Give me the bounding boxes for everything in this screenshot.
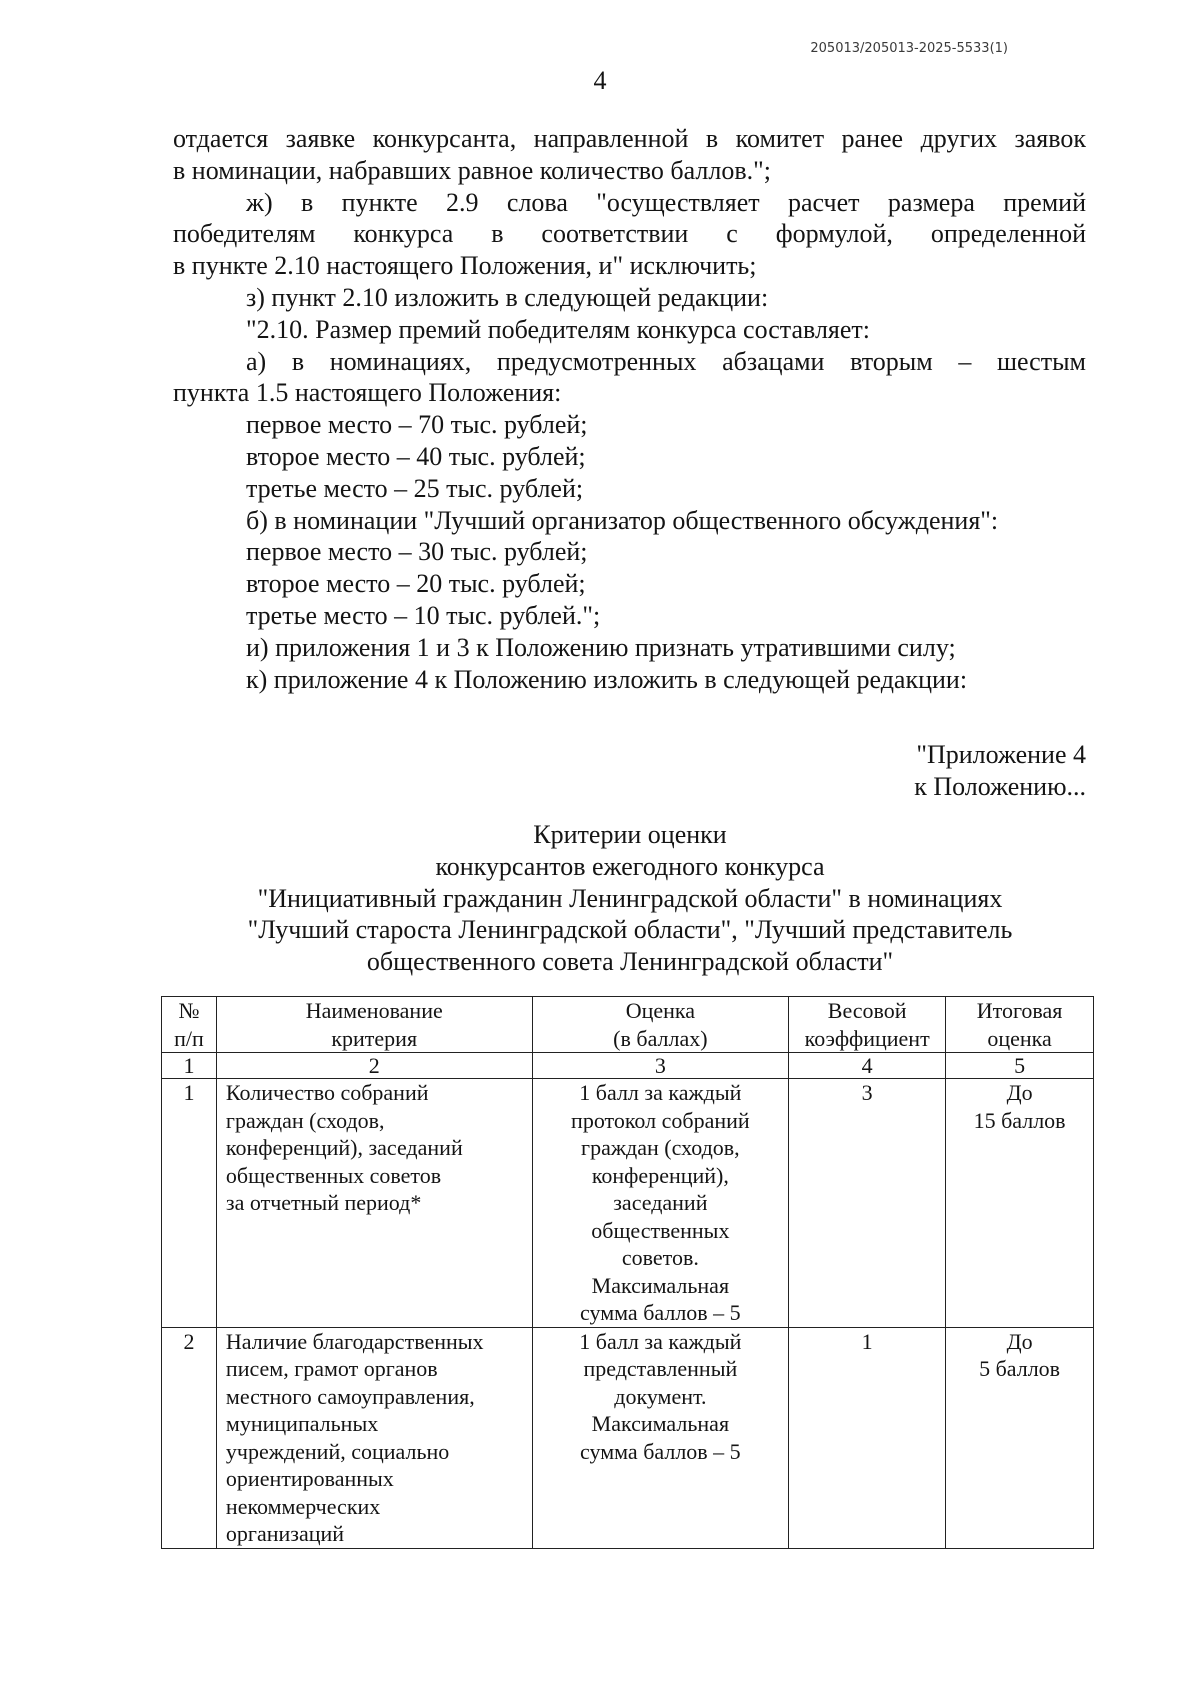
cell-line: документ. <box>614 1383 707 1409</box>
cell-line: организаций <box>225 1521 345 1546</box>
criterion-score <box>532 1079 789 1328</box>
text-line: пункта 1.5 настоящего Положения: <box>173 378 562 408</box>
header-text: № <box>178 998 200 1023</box>
column-number: 1 <box>162 1053 217 1079</box>
criterion-name <box>216 1327 532 1548</box>
text-line: и) приложения 1 и 3 к Положению признать утратившими силу; <box>246 632 956 662</box>
cell-line: заседаний <box>613 1190 708 1215</box>
cell-line: за отчетный период* <box>225 1190 422 1215</box>
cell-line: советов. <box>621 1245 699 1270</box>
cell-line: протокол собраний <box>571 1107 750 1133</box>
criterion-weight: 1 <box>789 1327 946 1548</box>
cell-line: граждан (сходов, <box>225 1107 385 1133</box>
header-text: Итоговая <box>976 998 1063 1023</box>
header-cell-criterion <box>216 997 532 1053</box>
cell-line: сумма баллов – 5 <box>580 1300 741 1325</box>
cell-line: некоммерческих <box>225 1493 381 1519</box>
title-line: конкурсантов ежегодного конкурса <box>435 851 825 881</box>
header-text: Наименование <box>305 998 443 1023</box>
cell-line: До <box>1006 1328 1033 1354</box>
header-text: Весовой <box>827 998 907 1023</box>
text-line: второе место – 40 тыс. рублей; <box>246 441 586 471</box>
title-line: "Лучший староста Ленинградской области", "Лучший представитель <box>247 915 1013 945</box>
header-text: п/п <box>174 1025 204 1051</box>
text-line: третье место – 10 тыс. рублей."; <box>246 600 601 630</box>
cell-line: Количество собраний <box>225 1080 429 1105</box>
text-line: з) пункт 2.10 изложить в следующей редакции: <box>246 282 769 312</box>
cell-line: 1 балл за каждый <box>579 1080 742 1105</box>
text-line: "2.10. Размер премий победителям конкурса составляет: <box>246 314 870 344</box>
cell-line: Наличие благодарственных <box>225 1328 484 1354</box>
text-line: ж) в пункте 2.9 слова "осуществляет расчет размера премий <box>246 187 1086 217</box>
text-line: второе место – 20 тыс. рублей; <box>246 569 586 599</box>
header-cell-weight <box>789 997 946 1053</box>
text-line: б) в номинации "Лучший организатор общественного обсуждения": <box>246 505 999 535</box>
appendix-label <box>914 739 1086 803</box>
text-line: первое место – 30 тыс. рублей; <box>246 537 588 567</box>
header-text: оценка <box>987 1025 1052 1051</box>
page-number: 4 <box>593 66 607 95</box>
column-number: 2 <box>216 1053 532 1079</box>
cell-line: местного самоуправления, <box>225 1383 475 1409</box>
title-line: "Инициативный гражданин Ленинградской области" в номинациях <box>257 883 1003 913</box>
header-text: (в баллах) <box>613 1025 708 1051</box>
cell-line: Максимальная <box>591 1272 730 1298</box>
cell-line: граждан (сходов, <box>581 1135 740 1160</box>
text-line: победителям конкурса в соответствии с формулой, определенной <box>173 219 1086 249</box>
text-line: третье место – 25 тыс. рублей; <box>246 473 584 503</box>
cell-line: сумма баллов – 5 <box>580 1438 741 1464</box>
cell-line: общественных <box>591 1217 730 1243</box>
column-number: 3 <box>532 1053 789 1079</box>
document-id: 205013/205013-2025-5533(1) <box>810 41 1008 56</box>
header-text: Оценка <box>625 998 696 1023</box>
row-number: 2 <box>162 1327 217 1548</box>
title-line: общественного совета Ленинградской области" <box>366 947 894 977</box>
text-line: а) в номинациях, предусмотренных абзацами вторым – шестым <box>246 346 1086 376</box>
cell-line: общественных советов <box>225 1162 442 1188</box>
cell-line: 15 баллов <box>973 1107 1066 1133</box>
criteria-table <box>161 996 1094 1549</box>
criterion-score <box>532 1327 789 1548</box>
appendix-line: к Положению... <box>914 771 1086 801</box>
table-row <box>162 1079 1094 1328</box>
table-header-row <box>162 997 1094 1053</box>
header-cell-number <box>162 997 217 1053</box>
header-text: критерия <box>331 1025 418 1051</box>
cell-line: представленный <box>583 1356 738 1381</box>
criterion-weight: 3 <box>789 1079 946 1328</box>
criteria-title <box>0 819 1200 978</box>
cell-line: муниципальных <box>225 1411 379 1436</box>
text-line: первое место – 70 тыс. рублей; <box>246 410 588 440</box>
cell-line: 5 баллов <box>979 1356 1061 1381</box>
cell-line: писем, грамот органов <box>225 1356 438 1381</box>
cell-line: 1 балл за каждый <box>579 1328 742 1354</box>
criterion-name <box>216 1079 532 1328</box>
column-number-row <box>162 1053 1094 1079</box>
appendix-line: "Приложение 4 <box>916 740 1086 769</box>
table-row <box>162 1327 1094 1548</box>
cell-line: ориентированных <box>225 1466 394 1491</box>
cell-line: До <box>1006 1080 1033 1105</box>
text-line: в пункте 2.10 настоящего Положения, и" исключить; <box>173 251 757 281</box>
criterion-total <box>946 1079 1094 1328</box>
header-cell-total <box>946 997 1094 1053</box>
header-cell-score <box>532 997 789 1053</box>
cell-line: конференций), заседаний <box>225 1135 463 1160</box>
title-line: Критерии оценки <box>533 820 727 849</box>
cell-line: конференций), <box>591 1162 729 1188</box>
cell-line: Максимальная <box>591 1411 730 1436</box>
header-text: коэффициент <box>804 1025 930 1051</box>
column-number: 5 <box>946 1053 1094 1079</box>
text-line: в номинации, набравших равное количество баллов."; <box>173 155 771 185</box>
body-text <box>173 123 1086 695</box>
cell-line: учреждений, социально <box>225 1438 450 1464</box>
text-line: к) приложение 4 к Положению изложить в следующей редакции: <box>246 664 968 694</box>
column-number: 4 <box>789 1053 946 1079</box>
criterion-total <box>946 1327 1094 1548</box>
row-number: 1 <box>162 1079 217 1328</box>
text-line: отдается заявке конкурсанта, направленной в комитет ранее других заявок <box>173 124 1086 153</box>
